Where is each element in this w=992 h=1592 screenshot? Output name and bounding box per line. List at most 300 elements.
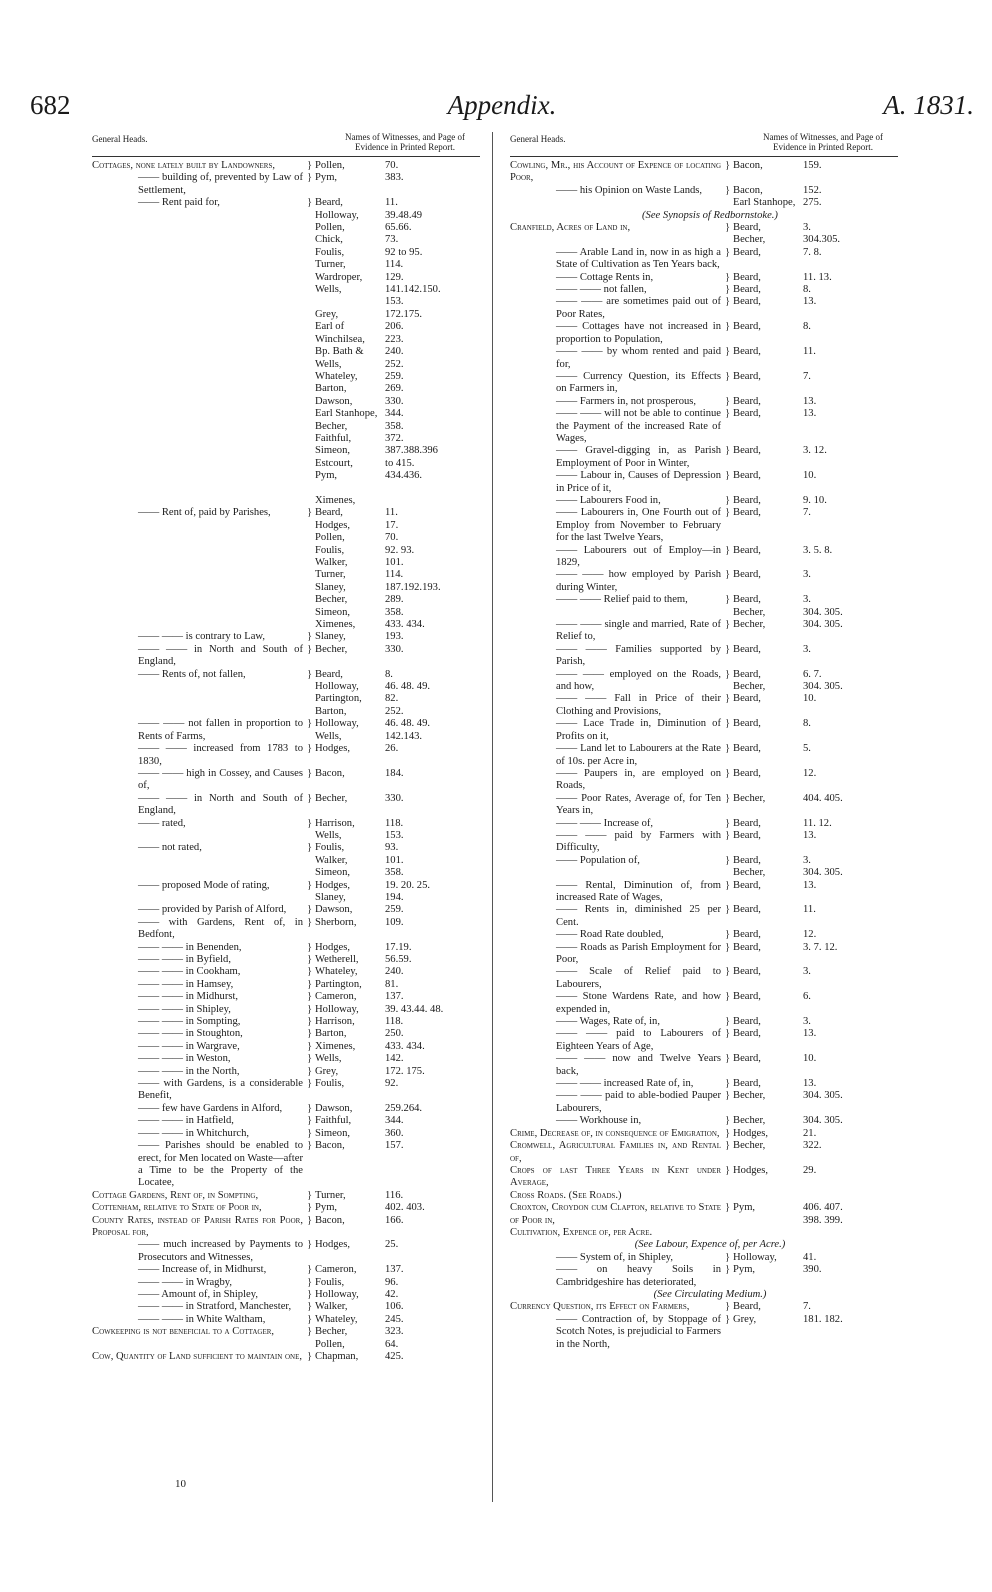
witness-names: Beard,: [733, 370, 761, 382]
left-column: [92, 132, 480, 1363]
witness-names: Hodges,: [733, 1164, 769, 1176]
entry-heading: —— Cottage Rents in,: [556, 271, 654, 283]
evidence-pages: 10.: [803, 1053, 817, 1065]
entry-heading: —— —— paid by Farmers with Difficulty,: [556, 829, 721, 854]
index-entry: [510, 793, 898, 818]
evidence-pages: 93. 101. 358.: [385, 842, 404, 879]
index-entry: [92, 842, 480, 879]
witness-names: Beard,: [733, 271, 761, 283]
witness-names: Faithful,: [315, 1115, 352, 1127]
entry-heading: County Rates, instead of Parish Rates for Poor, Proposal for,: [92, 1214, 303, 1238]
evidence-pages: 3. 304. 305.: [803, 854, 843, 879]
evidence-pages: 137.: [385, 991, 404, 1003]
witness-names: Beard,: [733, 1016, 761, 1028]
witness-names: Beard,: [733, 767, 761, 779]
index-entry: [92, 718, 480, 743]
index-entry: [92, 1078, 480, 1103]
index-entry: [92, 1314, 480, 1326]
evidence-pages: 184.: [385, 767, 404, 779]
index-entry: [92, 942, 480, 954]
index-entry: [510, 1227, 898, 1239]
brace-mark: }: [725, 494, 731, 506]
entry-heading: Croxton, Croydon cum Clapton, relative to State of Poor in,: [510, 1202, 721, 1226]
entry-heading: —— System of, in Shipley,: [556, 1251, 674, 1263]
index-entry: [92, 644, 480, 669]
brace-mark: }: [307, 1140, 313, 1152]
index-entry: [92, 743, 480, 768]
entry-heading: Cross Roads. (See Roads.): [510, 1189, 622, 1201]
entry-heading: —— Labourers out of Employ—in 1829,: [556, 544, 721, 568]
evidence-pages: 8. 46. 48. 49. 82. 252.: [385, 668, 431, 717]
witness-names: Beard,: [733, 879, 761, 891]
evidence-pages: 159.: [803, 160, 822, 171]
index-entry: [92, 1041, 480, 1053]
witness-names: Beard,: [733, 470, 761, 482]
brace-mark: }: [725, 991, 731, 1003]
brace-mark: }: [725, 321, 731, 333]
witness-names: Beard,: [733, 494, 761, 506]
index-entry: [510, 296, 898, 321]
evidence-pages: 360.: [385, 1127, 404, 1139]
index-entry: [92, 1016, 480, 1028]
entry-heading: —— few have Gardens in Alford,: [138, 1102, 283, 1114]
evidence-pages: 3.: [803, 966, 811, 978]
index-entry: [92, 768, 480, 793]
index-entry: [92, 793, 480, 818]
entry-heading: Cottage Gardens, Rent of, in Sompting,: [92, 1189, 259, 1201]
evidence-pages: 3. 304. 305.: [803, 594, 843, 618]
witness-names: Beard,: [733, 817, 761, 829]
evidence-pages: 21.: [803, 1127, 817, 1139]
evidence-pages: 10.: [803, 470, 817, 482]
brace-mark: }: [307, 842, 313, 854]
evidence-pages: 11. 12.: [803, 817, 832, 829]
entry-heading: —— Lace Trade in, Diminution of Profits on it,: [556, 718, 721, 742]
brace-mark: }: [725, 1053, 731, 1065]
evidence-pages: 41.: [803, 1251, 817, 1263]
evidence-pages: 11.: [803, 904, 816, 916]
witness-names: Beard,: [733, 718, 761, 730]
witness-names: Bacon, Earl Stanhope,: [733, 184, 796, 209]
witness-names: Pym,: [733, 1202, 756, 1214]
entry-heading: —— —— in Sompting,: [138, 1016, 241, 1028]
evidence-pages: 118. 153.: [385, 817, 404, 841]
evidence-pages: 330.: [385, 792, 404, 804]
evidence-pages: 3. 5. 8.: [803, 544, 833, 556]
witness-names: Wells,: [315, 1053, 342, 1065]
evidence-pages: 13.: [803, 296, 817, 308]
page-year: A. 1831.: [883, 90, 974, 120]
witness-names: Beard, Hodges, Pollen, Foulis, Walker, Turner, Slaney, Becher, Simeon, Ximenes,: [315, 507, 356, 631]
brace-mark: }: [307, 160, 313, 171]
index-entry: [510, 1140, 898, 1165]
index-entry: [92, 818, 480, 843]
witness-names: Holloway,: [315, 1288, 359, 1300]
evidence-pages: 433. 434.: [385, 1040, 425, 1052]
witness-names: Becher,: [315, 792, 348, 804]
witness-names: Beard,: [733, 991, 761, 1003]
evidence-pages: 17.19.: [385, 941, 412, 953]
brace-mark: }: [307, 1239, 313, 1251]
witness-names: Beard, Becher,: [733, 222, 766, 246]
brace-mark: }: [307, 1264, 313, 1276]
witness-names: Beard, Holloway, Partington, Barton,: [315, 668, 362, 717]
brace-mark: }: [307, 879, 313, 891]
brace-mark: }: [725, 1016, 731, 1028]
brace-mark: }: [725, 1202, 731, 1214]
witness-names: Becher, Pollen,: [315, 1326, 348, 1350]
brace-mark: }: [725, 395, 731, 407]
witness-names: Bacon,: [315, 767, 345, 779]
brace-mark: }: [725, 346, 731, 358]
entry-heading: —— proposed Mode of rating,: [138, 879, 270, 891]
witness-names: Bacon,: [315, 1140, 345, 1152]
evidence-pages: 29.: [803, 1164, 817, 1176]
entry-heading: —— much increased by Payments to Prosecutors and Witnesses,: [138, 1239, 303, 1263]
entry-heading: Cottages, none lately built by Landowners,: [92, 160, 275, 171]
witness-names: Sherborn,: [315, 916, 357, 928]
witness-heads-label: Names of Witnesses, and Page of Evidence in Printed Report.: [763, 132, 883, 152]
brace-mark: }: [725, 693, 731, 705]
evidence-pages: 109.: [385, 916, 404, 928]
entry-heading: —— Wages, Rate of, in,: [556, 1016, 660, 1028]
entry-heading: —— Workhouse in,: [556, 1115, 642, 1127]
evidence-pages: 26.: [385, 743, 399, 755]
witness-names: Simeon,: [315, 1127, 351, 1139]
entry-heading: —— Labourers in, One Fourth out of Employ from November to February for the last Twelve Years,: [556, 507, 721, 544]
evidence-pages: 323. 64.: [385, 1326, 404, 1350]
evidence-pages: 81.: [385, 978, 399, 990]
witness-names: Wetherell,: [315, 954, 359, 965]
index-entry: [510, 1090, 898, 1115]
index-entry: [510, 1028, 898, 1053]
entry-heading: Cow, Quantity of Land sufficient to maintain one,: [92, 1351, 302, 1362]
witness-names: Whateley,: [315, 1313, 358, 1325]
entry-heading: Cranfield, Acres of Land in,: [510, 222, 631, 234]
evidence-pages: 3. 7. 12.: [803, 941, 838, 953]
index-entry: [92, 1301, 480, 1313]
witness-names: Holloway,: [733, 1251, 777, 1263]
evidence-pages: 330.: [385, 643, 404, 655]
entry-heading: —— —— in White Waltham,: [138, 1313, 266, 1325]
index-entry: [92, 991, 480, 1003]
witness-names: Dawson,: [315, 904, 353, 916]
evidence-pages: 7.: [803, 507, 811, 519]
witness-names: Beard,: [733, 1028, 761, 1040]
entry-heading: —— —— in North and South of England,: [138, 643, 303, 668]
brace-mark: }: [307, 904, 313, 916]
index-entry: [510, 160, 898, 185]
index-entry: [510, 1016, 898, 1028]
entry-heading: (See Labour, Expence of, per Acre.): [634, 1239, 786, 1251]
brace-mark: }: [307, 1189, 313, 1201]
brace-mark: }: [307, 1326, 313, 1338]
witness-names: Beard,: [733, 395, 761, 407]
entry-heading: —— Contraction of, by Stoppage of Scotch Notes, is prejudicial to Farmers in the North,: [556, 1313, 721, 1350]
evidence-pages: 425.: [385, 1351, 404, 1362]
index-entry: [92, 1190, 480, 1202]
entry-heading: —— —— in Hatfield,: [138, 1115, 234, 1127]
witness-names: Beard,: [733, 743, 761, 755]
witness-names: Barton,: [315, 1028, 347, 1040]
entry-heading: —— —— will not be able to continue the Payment of the increased Rate of Wages,: [556, 408, 721, 444]
brace-mark: }: [725, 1164, 731, 1176]
witness-names: Becher,: [315, 643, 348, 655]
general-heads-label: General Heads.: [510, 134, 566, 144]
evidence-pages: 3.: [803, 569, 811, 581]
witness-heads-label: Names of Witnesses, and Page of Evidence in Printed Report.: [345, 132, 465, 152]
index-entry: [510, 1314, 898, 1351]
index-entry: [510, 942, 898, 967]
entry-heading: —— —— by whom rented and paid for,: [556, 346, 721, 370]
index-entry: [510, 594, 898, 619]
evidence-pages: 383.: [385, 172, 404, 184]
evidence-pages: 142.: [385, 1053, 404, 1065]
entry-heading: —— —— paid to Labourers of Eighteen Years of Age,: [556, 1028, 721, 1052]
evidence-pages: 10.: [803, 693, 817, 705]
witness-names: Beard, Becher,: [733, 854, 766, 879]
index-entry: [92, 1239, 480, 1264]
entry-heading: —— Roads as Parish Employment for Poor,: [556, 941, 721, 965]
brace-mark: }: [725, 1313, 731, 1325]
index-entry: [510, 619, 898, 644]
brace-mark: }: [725, 1251, 731, 1263]
entry-heading: —— —— Increase of,: [556, 817, 654, 829]
evidence-pages: 259.: [385, 904, 404, 916]
brace-mark: }: [307, 743, 313, 755]
index-entry: [510, 855, 898, 880]
witness-names: Beard,: [733, 346, 761, 358]
evidence-pages: 11. 39.48.49 65.66. 73. 92 to 95. 114. 129. 141.142.150. 153. 172.175. 206. 223. 240. 252. 259. 269. 330. 344. 358. 372. 387.388.396 to 415. 434.436.: [385, 197, 441, 482]
evidence-pages: 304. 305.: [803, 619, 843, 631]
witness-names: Foulis,: [315, 1276, 345, 1288]
index-entry: [510, 185, 898, 210]
evidence-pages: 25.: [385, 1239, 399, 1251]
entry-heading: —— —— high in Cossey, and Causes of,: [138, 767, 303, 792]
brace-mark: }: [725, 879, 731, 891]
entry-heading: —— —— in North and South of England,: [138, 792, 303, 817]
index-entry: [510, 1128, 898, 1140]
witness-names: Beard,: [733, 246, 761, 258]
witness-names: Beard,: [733, 1078, 761, 1090]
evidence-pages: 19. 20. 25. 194.: [385, 879, 431, 903]
entry-heading: —— —— Fall in Price of their Clothing and Provisions,: [556, 693, 721, 717]
witness-names: Hodges,: [733, 1127, 769, 1139]
brace-mark: }: [307, 978, 313, 990]
evidence-pages: 13.: [803, 408, 817, 420]
brace-mark: }: [725, 284, 731, 296]
brace-mark: }: [307, 668, 313, 680]
brace-mark: }: [307, 767, 313, 779]
witness-names: Ximenes,: [315, 1040, 356, 1052]
witness-names: Partington,: [315, 978, 362, 990]
entry-heading: —— Paupers in, are employed on Roads,: [556, 767, 721, 792]
witness-names: Pollen,: [315, 160, 345, 171]
evidence-pages: 106.: [385, 1301, 404, 1313]
entry-heading: —— —— in Shipley,: [138, 1003, 231, 1015]
index-entry: [510, 929, 898, 941]
witness-names: Holloway, Wells,: [315, 718, 359, 742]
index-entry: [510, 371, 898, 396]
entry-heading: Cultivation, Expence of, per Acre.: [510, 1226, 653, 1238]
page-number: 682: [30, 90, 71, 120]
evidence-pages: 96.: [385, 1276, 399, 1288]
witness-names: Becher,: [733, 1140, 766, 1152]
witness-names: Foulis,: [315, 1078, 345, 1090]
evidence-pages: 92.: [385, 1078, 399, 1090]
evidence-pages: 259.264.: [385, 1102, 423, 1114]
witness-names: Turner,: [315, 1189, 346, 1201]
brace-mark: }: [307, 941, 313, 953]
brace-mark: }: [725, 296, 731, 308]
index-entry: [510, 210, 898, 222]
evidence-pages: 46. 48. 49. 142.143.: [385, 718, 431, 742]
index-entry: [92, 979, 480, 991]
witness-names: Slaney,: [315, 631, 346, 643]
brace-mark: }: [725, 1301, 731, 1313]
witness-names: Dawson,: [315, 1102, 353, 1114]
evidence-pages: 13.: [803, 829, 817, 841]
brace-mark: }: [307, 1016, 313, 1028]
brace-mark: }: [725, 222, 731, 234]
entry-heading: —— —— increased Rate of, in,: [556, 1078, 694, 1090]
column-heads-left: [92, 132, 480, 157]
entry-heading: —— —— is contrary to Law,: [138, 631, 266, 643]
brace-mark: }: [725, 854, 731, 866]
evidence-pages: 172. 175.: [385, 1065, 425, 1077]
entry-heading: Crops of last Three Years in Kent under Average,: [510, 1164, 721, 1189]
entry-heading: —— Currency Question, its Effects on Farmers in,: [556, 370, 721, 395]
witness-names: Grey,: [733, 1313, 757, 1325]
evidence-pages: 8.: [803, 321, 811, 333]
witness-names: Hodges, Slaney,: [315, 879, 351, 903]
entry-heading: —— not rated,: [138, 842, 202, 854]
index-entry: [510, 470, 898, 495]
index-entry: [510, 880, 898, 905]
evidence-pages: 250.: [385, 1028, 404, 1040]
index-entry: [510, 743, 898, 768]
evidence-pages: 11.: [803, 346, 816, 358]
entry-heading: Currency Question, its Effect on Farmers,: [510, 1301, 690, 1313]
witness-names: Beard,: [733, 941, 761, 953]
witness-names: Holloway,: [315, 1003, 359, 1015]
witness-names: Cameron,: [315, 991, 357, 1003]
brace-mark: }: [307, 966, 313, 978]
brace-mark: }: [725, 594, 731, 606]
index-entry: [510, 1190, 898, 1202]
entry-heading: —— —— not fallen,: [556, 284, 647, 296]
entry-heading: —— on heavy Soils in Cambridgeshire has deteriorated,: [556, 1264, 721, 1288]
entry-heading: —— Arable Land in, now in as high a State of Cultivation as Ten Years back,: [556, 246, 721, 271]
index-entry: [92, 880, 480, 905]
witness-names: Beard,: [733, 1053, 761, 1065]
index-entry: [510, 408, 898, 445]
evidence-pages: 406. 407. 398. 399.: [803, 1202, 843, 1226]
index-entry: [510, 545, 898, 570]
index-entry: [92, 917, 480, 942]
brace-mark: }: [307, 1127, 313, 1139]
entry-heading: —— Labourers Food in,: [556, 494, 661, 506]
index-entry: [510, 495, 898, 507]
entry-heading: —— —— single and married, Rate of Relief to,: [556, 619, 721, 643]
index-entry: [92, 1289, 480, 1301]
entry-heading: Crime, Decrease of, in consequence of Emigration,: [510, 1127, 720, 1139]
evidence-pages: 137.: [385, 1264, 404, 1276]
witness-names: Harrison,: [315, 1016, 355, 1028]
witness-names: Beard,: [733, 569, 761, 581]
brace-mark: }: [307, 1115, 313, 1127]
witness-names: Bacon,: [733, 160, 763, 171]
entry-heading: —— —— in Byfield,: [138, 954, 231, 965]
brace-mark: }: [725, 904, 731, 916]
entry-heading: —— with Gardens, is a considerable Benefit,: [138, 1078, 303, 1102]
index-entry: [510, 284, 898, 296]
entry-heading: —— Farmers in, not prosperous,: [556, 395, 697, 407]
brace-mark: }: [307, 631, 313, 643]
entry-heading: —— —— Families supported by Parish,: [556, 643, 721, 668]
brace-mark: }: [307, 991, 313, 1003]
right-rows: [510, 160, 898, 1351]
evidence-pages: 3. 12.: [803, 445, 827, 457]
index-entry: [92, 1277, 480, 1289]
evidence-pages: 304. 305.: [803, 1115, 843, 1127]
entry-heading: —— Scale of Relief paid to Labourers,: [556, 966, 721, 990]
column-heads-right: [510, 132, 898, 157]
brace-mark: }: [307, 1003, 313, 1015]
index-entry: [510, 396, 898, 408]
entry-heading: —— —— increased from 1783 to 1830,: [138, 743, 303, 767]
entry-heading: Cowling, Mr., his Account of Expence of locating Poor,: [510, 160, 721, 184]
brace-mark: }: [725, 668, 731, 680]
witness-names: Walker,: [315, 1301, 348, 1313]
brace-mark: }: [725, 184, 731, 196]
brace-mark: }: [725, 470, 731, 482]
entry-heading: —— Population of,: [556, 854, 640, 866]
witness-names: Beard,: [733, 507, 761, 519]
index-entry: [510, 830, 898, 855]
index-entry: [510, 445, 898, 470]
entry-heading: —— Rents in, diminished 25 per Cent.: [556, 904, 721, 928]
evidence-pages: 8.: [803, 718, 811, 730]
index-entry: [92, 1066, 480, 1078]
brace-mark: }: [725, 507, 731, 519]
brace-mark: }: [307, 1351, 313, 1362]
index-entry: [92, 904, 480, 916]
entry-heading: —— —— in Midhurst,: [138, 991, 239, 1003]
entry-heading: —— Amount of, in Shipley,: [138, 1288, 258, 1300]
index-entry: [510, 1115, 898, 1127]
witness-names: Harrison, Wells,: [315, 817, 355, 841]
entry-heading: —— —— in Wragby,: [138, 1276, 233, 1288]
witness-names: Beard,: [733, 408, 761, 420]
index-entry: [92, 172, 480, 197]
witness-names: Bacon,: [315, 1214, 345, 1226]
index-entry: [92, 160, 480, 172]
evidence-pages: 56.59.: [385, 954, 412, 965]
witness-names: Becher,: [733, 792, 766, 804]
brace-mark: }: [725, 1140, 731, 1152]
evidence-pages: 11. 17. 70. 92. 93. 101. 114. 187.192.193. 289. 358. 433. 434.: [385, 507, 441, 631]
brace-mark: }: [725, 619, 731, 631]
evidence-pages: 6. 7. 304. 305.: [803, 668, 843, 693]
entry-heading: —— —— in Wargrave,: [138, 1040, 240, 1052]
index-entry: [510, 507, 898, 544]
witness-names: Pym,: [733, 1264, 756, 1276]
evidence-pages: 70.: [385, 160, 399, 171]
witness-names: Pym,: [315, 1202, 338, 1214]
brace-mark: }: [307, 1065, 313, 1077]
entry-heading: Cowkeeping is not beneficial to a Cottager,: [92, 1326, 275, 1338]
